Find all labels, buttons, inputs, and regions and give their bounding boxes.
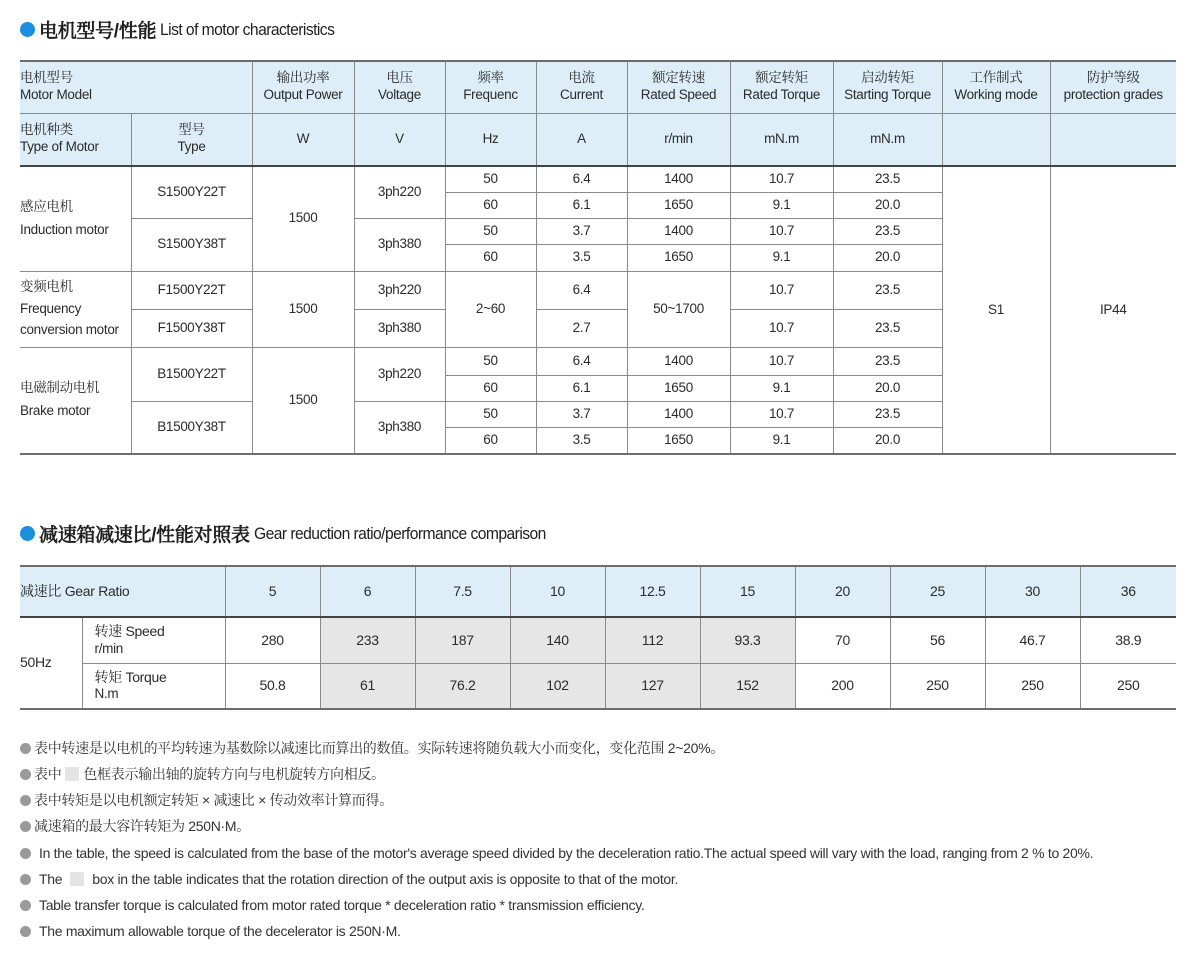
gear-ratio-cell: 36 bbox=[1080, 566, 1176, 617]
freq-cell: 60 bbox=[445, 192, 536, 218]
header-rated-speed bbox=[627, 61, 730, 113]
current-cell: 6.1 bbox=[536, 375, 627, 401]
type-cell: B1500Y22T bbox=[131, 347, 252, 401]
header-voltage bbox=[354, 61, 445, 113]
type-cell: F1500Y22T bbox=[131, 271, 252, 309]
torque-value-cell: 50.8 bbox=[225, 663, 320, 709]
header-en: protection grades bbox=[1063, 87, 1163, 103]
header-cn: 额定转矩 bbox=[755, 70, 808, 86]
table-row bbox=[20, 166, 1176, 192]
bullet-icon bbox=[20, 821, 31, 832]
speed-cell: 50~1700 bbox=[627, 271, 730, 347]
motor-group-cn: 电磁制动电机 bbox=[20, 380, 100, 396]
gear-ratio-cell: 7.5 bbox=[415, 566, 510, 617]
motor-group-en: Brake motor bbox=[20, 403, 91, 419]
gear-ratio-cell: 30 bbox=[985, 566, 1080, 617]
unit-frequency: Hz bbox=[445, 113, 536, 166]
torque-label bbox=[82, 663, 225, 709]
note-text: In the table, the speed is calculated from the base of the motor's average speed divided by the deceleration ratio.The actual speed will vary with the load, ranging from 2 % to 20%. bbox=[39, 845, 1094, 861]
power-cell: 1500 bbox=[252, 271, 354, 347]
motor-group-en: conversion motor bbox=[20, 322, 119, 338]
starting-torque-cell: 20.0 bbox=[833, 375, 942, 401]
freq-cell: 50 bbox=[445, 166, 536, 192]
starting-torque-cell: 23.5 bbox=[833, 347, 942, 375]
header-cn: 型号 bbox=[178, 122, 205, 138]
gear-ratio-cell: 20 bbox=[795, 566, 890, 617]
section-title-cn: 电机型号/性能 bbox=[39, 21, 157, 42]
speed-label bbox=[82, 617, 225, 663]
current-cell: 6.4 bbox=[536, 271, 627, 309]
rated-torque-cell: 10.7 bbox=[730, 271, 833, 309]
speed-label-unit: r/min bbox=[94, 640, 123, 656]
header-protection bbox=[1050, 61, 1176, 113]
speed-value-cell: 38.9 bbox=[1080, 617, 1176, 663]
header-starting-torque bbox=[833, 61, 942, 113]
freq-cell: 60 bbox=[445, 375, 536, 401]
torque-label-unit: N.m bbox=[94, 686, 119, 702]
torque-value-cell: 76.2 bbox=[415, 663, 510, 709]
speed-cell: 1400 bbox=[627, 166, 730, 192]
torque-value-cell: 250 bbox=[1080, 663, 1176, 709]
header-cn: 电压 bbox=[386, 70, 413, 86]
torque-row bbox=[20, 663, 1176, 709]
bullet-dot-icon bbox=[20, 526, 35, 541]
speed-value-cell: 112 bbox=[605, 617, 700, 663]
note-text: The bbox=[39, 871, 63, 887]
note-text: 表中转矩是以电机额定转矩 × 减速比 × 传动效率计算而得。 bbox=[34, 792, 393, 808]
current-cell: 6.1 bbox=[536, 192, 627, 218]
freq-cell: 50 bbox=[445, 218, 536, 244]
type-cell: F1500Y38T bbox=[131, 309, 252, 347]
gray-swatch-icon bbox=[70, 872, 84, 886]
bullet-icon bbox=[20, 743, 31, 754]
header-en: Type of Motor bbox=[20, 139, 99, 155]
torque-value-cell: 250 bbox=[890, 663, 985, 709]
header-cn: 工作制式 bbox=[969, 70, 1023, 86]
freq-cell: 60 bbox=[445, 427, 536, 454]
note-text: 色框表示输出轴的旋转方向与电机旋转方向相反。 bbox=[83, 766, 385, 782]
torque-value-cell: 61 bbox=[320, 663, 415, 709]
section-title-cn: 减速箱减速比/性能对照表 bbox=[39, 525, 250, 546]
speed-cell: 1650 bbox=[627, 192, 730, 218]
note-en bbox=[20, 918, 1093, 944]
speed-value-cell: 233 bbox=[320, 617, 415, 663]
current-cell: 2.7 bbox=[536, 309, 627, 347]
voltage-cell: 3ph220 bbox=[354, 271, 445, 309]
notes-en bbox=[20, 840, 1093, 944]
motor-group-cn: 变频电机 bbox=[20, 278, 73, 294]
unit-rated-speed: r/min bbox=[627, 113, 730, 166]
rated-torque-cell: 10.7 bbox=[730, 309, 833, 347]
header-en: Motor Model bbox=[20, 87, 92, 103]
speed-label-cn: 转速 Speed bbox=[94, 623, 165, 640]
note-cn bbox=[20, 813, 724, 839]
freq-cell: 50 bbox=[445, 401, 536, 427]
rated-torque-cell: 10.7 bbox=[730, 166, 833, 192]
notes-cn bbox=[20, 735, 724, 839]
note-text: 表中 bbox=[34, 766, 62, 782]
header-cn: 电机种类 bbox=[20, 122, 73, 138]
gray-swatch-icon bbox=[65, 767, 79, 781]
note-text: box in the table indicates that the rotation direction of the output axis is opposite to that of the motor. bbox=[92, 871, 679, 887]
gear-ratio-header-row bbox=[20, 566, 1176, 617]
speed-cell: 1650 bbox=[627, 244, 730, 271]
header-en: Rated Torque bbox=[742, 87, 821, 103]
frequency-label: 50Hz bbox=[20, 617, 82, 709]
gear-ratio-label: 减速比 Gear Ratio bbox=[20, 566, 225, 617]
speed-value-cell: 56 bbox=[890, 617, 985, 663]
note-en bbox=[20, 866, 1093, 892]
section-title-motor-characteristics bbox=[20, 16, 350, 43]
gear-ratio-cell: 25 bbox=[890, 566, 985, 617]
rated-torque-cell: 9.1 bbox=[730, 375, 833, 401]
rated-torque-cell: 9.1 bbox=[730, 192, 833, 218]
motor-group-brake bbox=[20, 347, 131, 454]
bullet-icon bbox=[20, 848, 31, 859]
note-text: 减速箱的最大容许转矩为 250N·M。 bbox=[34, 818, 250, 834]
note-text: Table transfer torque is calculated from motor rated torque * deceleration ratio * transmission efficiency. bbox=[39, 897, 645, 913]
header-en: Type bbox=[177, 139, 206, 155]
section-title-en: Gear reduction ratio/performance comparison bbox=[253, 523, 546, 543]
header-motor-model bbox=[20, 61, 252, 113]
torque-value-cell: 102 bbox=[510, 663, 605, 709]
starting-torque-cell: 20.0 bbox=[833, 192, 942, 218]
motor-group-en: Induction motor bbox=[20, 221, 109, 237]
starting-torque-cell: 20.0 bbox=[833, 244, 942, 271]
rated-torque-cell: 10.7 bbox=[730, 347, 833, 375]
starting-torque-cell: 23.5 bbox=[833, 271, 942, 309]
rated-torque-cell: 9.1 bbox=[730, 244, 833, 271]
header-type bbox=[131, 113, 252, 166]
note-cn bbox=[20, 761, 724, 787]
current-cell: 6.4 bbox=[536, 166, 627, 192]
protection-value: IP44 bbox=[1050, 166, 1176, 454]
header-row-1 bbox=[20, 61, 1176, 113]
header-en: Starting Torque bbox=[844, 87, 931, 103]
motor-group-en: Frequency bbox=[20, 300, 82, 316]
header-en: Frequenc bbox=[463, 87, 518, 103]
unit-protection bbox=[1050, 113, 1176, 166]
bullet-icon bbox=[20, 795, 31, 806]
header-en: Working mode bbox=[954, 87, 1038, 103]
gear-ratio-cell: 12.5 bbox=[605, 566, 700, 617]
header-cn: 启动转矩 bbox=[861, 70, 914, 86]
torque-value-cell: 250 bbox=[985, 663, 1080, 709]
speed-value-cell: 93.3 bbox=[700, 617, 795, 663]
bullet-icon bbox=[20, 926, 31, 937]
rated-torque-cell: 10.7 bbox=[730, 218, 833, 244]
header-cn: 电机型号 bbox=[20, 70, 73, 86]
gear-ratio-cell: 10 bbox=[510, 566, 605, 617]
starting-torque-cell: 23.5 bbox=[833, 166, 942, 192]
freq-cell: 2~60 bbox=[445, 271, 536, 347]
speed-cell: 1400 bbox=[627, 218, 730, 244]
rated-torque-cell: 10.7 bbox=[730, 401, 833, 427]
voltage-cell: 3ph380 bbox=[354, 401, 445, 454]
speed-value-cell: 280 bbox=[225, 617, 320, 663]
speed-row bbox=[20, 617, 1176, 663]
section-title-gear-ratio bbox=[20, 520, 571, 547]
current-cell: 3.7 bbox=[536, 218, 627, 244]
freq-cell: 50 bbox=[445, 347, 536, 375]
header-current bbox=[536, 61, 627, 113]
starting-torque-cell: 23.5 bbox=[833, 401, 942, 427]
current-cell: 3.5 bbox=[536, 427, 627, 454]
header-cn: 频率 bbox=[477, 70, 504, 86]
header-cn: 防护等级 bbox=[1086, 70, 1140, 86]
type-cell: B1500Y38T bbox=[131, 401, 252, 454]
voltage-cell: 3ph220 bbox=[354, 166, 445, 218]
unit-rated-torque: mN.m bbox=[730, 113, 833, 166]
header-row-2 bbox=[20, 113, 1176, 166]
header-cn: 输出功率 bbox=[276, 70, 330, 86]
unit-voltage: V bbox=[354, 113, 445, 166]
note-en bbox=[20, 892, 1093, 918]
voltage-cell: 3ph380 bbox=[354, 309, 445, 347]
voltage-cell: 3ph380 bbox=[354, 218, 445, 271]
bullet-icon bbox=[20, 900, 31, 911]
voltage-cell: 3ph220 bbox=[354, 347, 445, 401]
note-cn bbox=[20, 735, 724, 761]
speed-cell: 1400 bbox=[627, 347, 730, 375]
type-cell: S1500Y38T bbox=[131, 218, 252, 271]
section-title-en: List of motor characteristics bbox=[160, 19, 335, 39]
speed-value-cell: 187 bbox=[415, 617, 510, 663]
torque-value-cell: 200 bbox=[795, 663, 890, 709]
header-en: Rated Speed bbox=[640, 87, 717, 103]
starting-torque-cell: 23.5 bbox=[833, 218, 942, 244]
header-rated-torque bbox=[730, 61, 833, 113]
bullet-icon bbox=[20, 874, 31, 885]
starting-torque-cell: 20.0 bbox=[833, 427, 942, 454]
gear-ratio-cell: 6 bbox=[320, 566, 415, 617]
header-en: Current bbox=[560, 87, 603, 103]
motor-group-frequency bbox=[20, 271, 131, 347]
header-output-power bbox=[252, 61, 354, 113]
current-cell: 3.7 bbox=[536, 401, 627, 427]
speed-value-cell: 140 bbox=[510, 617, 605, 663]
unit-working-mode bbox=[942, 113, 1050, 166]
speed-value-cell: 70 bbox=[795, 617, 890, 663]
header-cn: 电流 bbox=[568, 70, 595, 86]
note-text: The maximum allowable torque of the decelerator is 250N·M. bbox=[39, 923, 401, 939]
header-en: Output Power bbox=[263, 87, 343, 103]
speed-cell: 1650 bbox=[627, 375, 730, 401]
note-cn bbox=[20, 787, 724, 813]
gear-ratio-cell: 5 bbox=[225, 566, 320, 617]
speed-cell: 1400 bbox=[627, 401, 730, 427]
header-working-mode bbox=[942, 61, 1050, 113]
starting-torque-cell: 23.5 bbox=[833, 309, 942, 347]
unit-current: A bbox=[536, 113, 627, 166]
bullet-dot-icon bbox=[20, 22, 35, 37]
speed-value-cell: 46.7 bbox=[985, 617, 1080, 663]
rated-torque-cell: 9.1 bbox=[730, 427, 833, 454]
power-cell: 1500 bbox=[252, 166, 354, 271]
power-cell: 1500 bbox=[252, 347, 354, 454]
header-type-of-motor bbox=[20, 113, 131, 166]
torque-label-cn: 转矩 Torque bbox=[94, 668, 167, 685]
motor-group-cn: 感应电机 bbox=[20, 198, 73, 214]
motor-group-induction bbox=[20, 166, 131, 271]
header-frequency bbox=[445, 61, 536, 113]
header-en: Voltage bbox=[378, 87, 421, 103]
unit-power: W bbox=[252, 113, 354, 166]
header-cn: 额定转速 bbox=[652, 70, 705, 86]
torque-value-cell: 127 bbox=[605, 663, 700, 709]
current-cell: 3.5 bbox=[536, 244, 627, 271]
unit-starting-torque: mN.m bbox=[833, 113, 942, 166]
torque-value-cell: 152 bbox=[700, 663, 795, 709]
speed-cell: 1650 bbox=[627, 427, 730, 454]
current-cell: 6.4 bbox=[536, 347, 627, 375]
gear-ratio-cell: 15 bbox=[700, 566, 795, 617]
type-cell: S1500Y22T bbox=[131, 166, 252, 218]
freq-cell: 60 bbox=[445, 244, 536, 271]
note-en bbox=[20, 840, 1093, 866]
motor-characteristics-table bbox=[20, 60, 1176, 455]
gear-ratio-table bbox=[20, 565, 1176, 710]
working-mode-value: S1 bbox=[942, 166, 1050, 454]
note-text: 表中转速是以电机的平均转速为基数除以减速比而算出的数值。实际转速将随负载大小而变化，变化范围 2~20%。 bbox=[34, 740, 724, 756]
bullet-icon bbox=[20, 769, 31, 780]
